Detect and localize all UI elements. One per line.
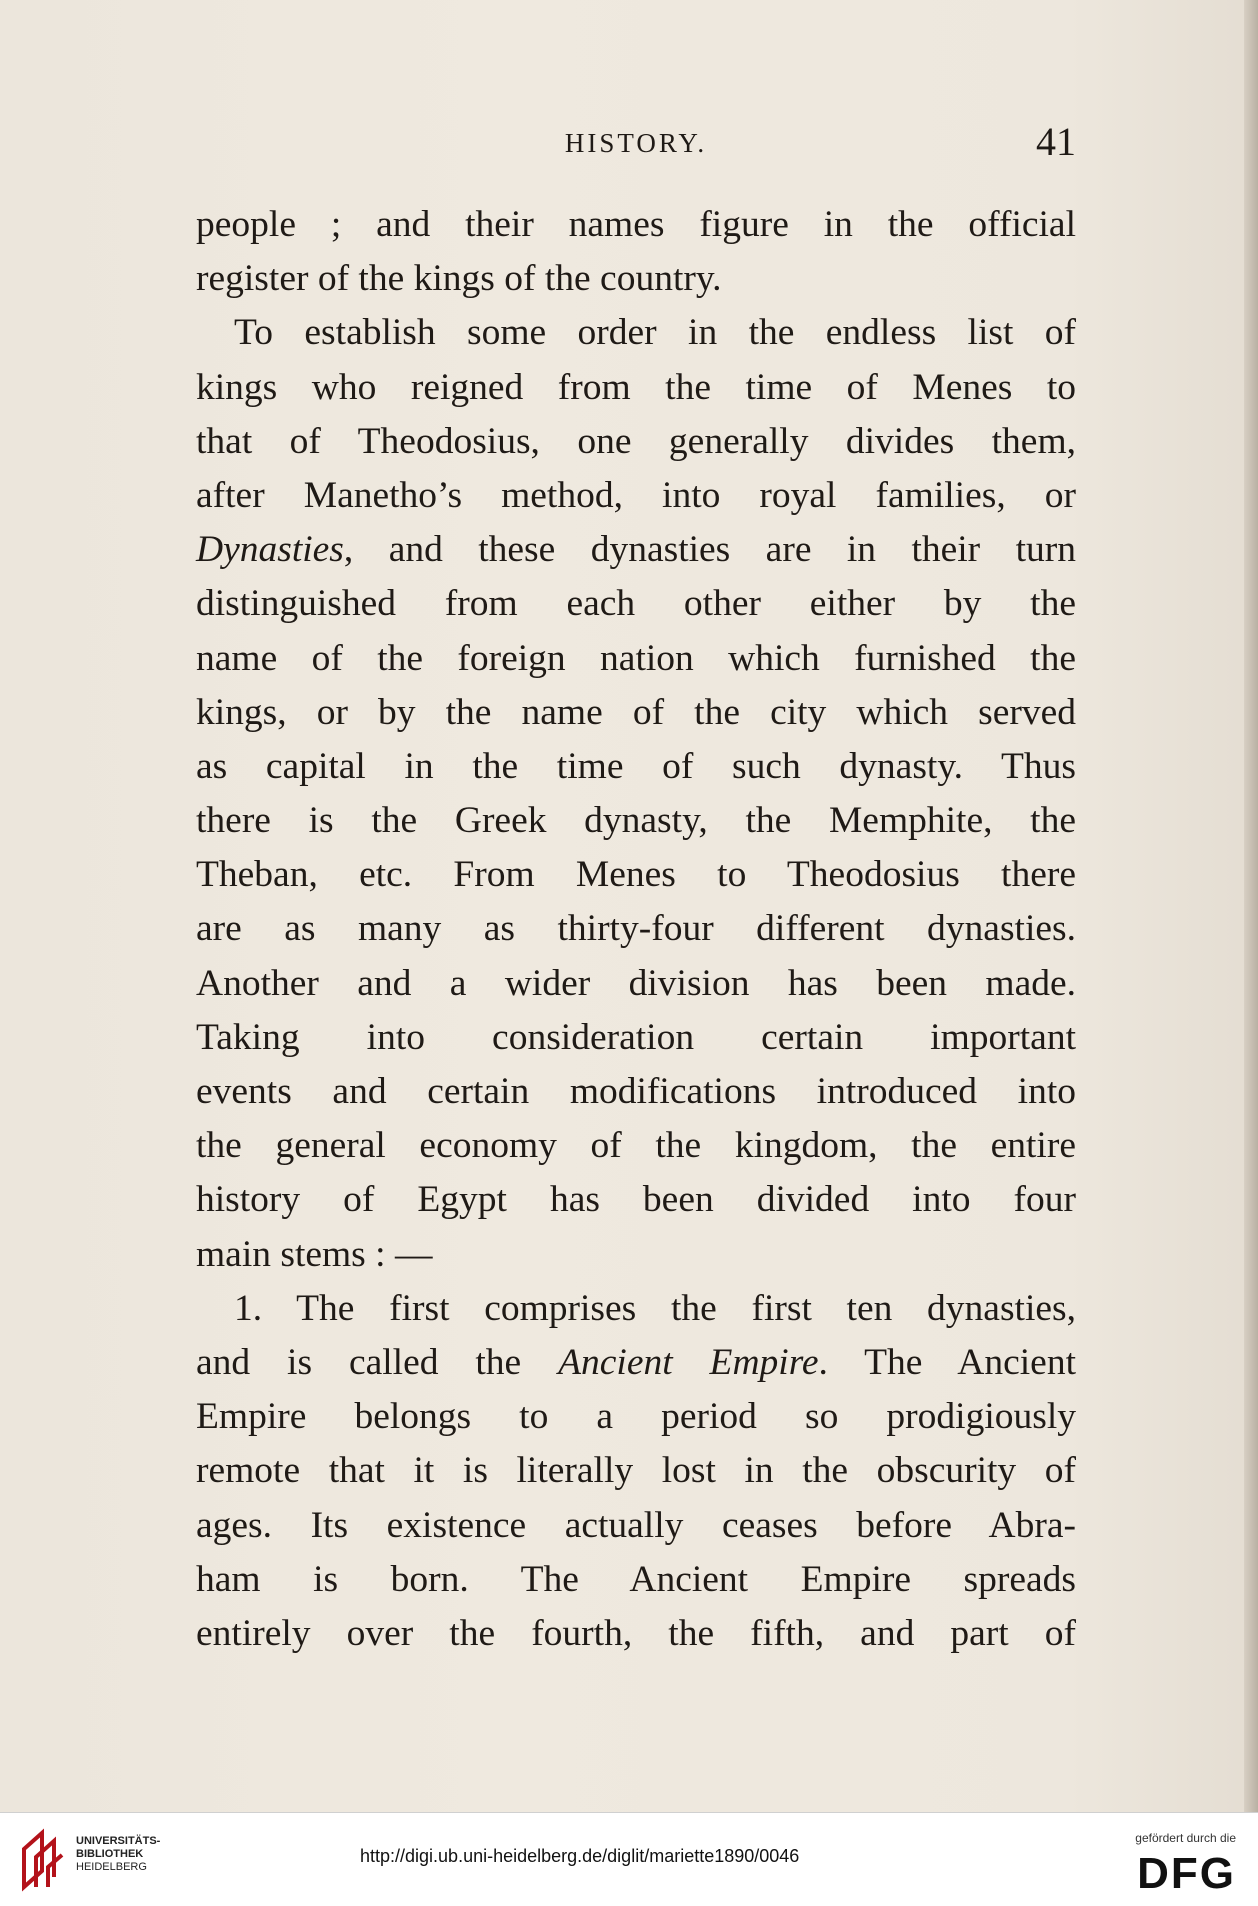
- text-line: [196, 632, 1076, 686]
- text-line: [196, 361, 1076, 415]
- text-run: events and certain modifications introduced into: [196, 1071, 1076, 1112]
- text-run: main stems : —: [196, 1233, 433, 1275]
- body-text: [196, 198, 1076, 1661]
- text-line: [196, 1228, 1076, 1282]
- text-line: [196, 1065, 1076, 1119]
- text-line: [196, 1444, 1076, 1498]
- text-run: entirely over the fourth, the fifth, and part of: [196, 1612, 1076, 1654]
- text-run: Another and a wider division has been made.: [196, 962, 1076, 1004]
- text-run: kings, or by the name of the city which served: [196, 691, 1076, 733]
- text-run: there is the Greek dynasty, the Memphite, the: [196, 800, 1076, 842]
- library-name-line: HEIDELBERG: [76, 1861, 147, 1873]
- text-line: [196, 1173, 1076, 1227]
- text-run: after Manetho’s method, into royal families, or: [196, 474, 1076, 516]
- text-run: Empire belongs to a period so prodigiously: [196, 1396, 1076, 1438]
- text-line: [196, 469, 1076, 523]
- text-line: [196, 1390, 1076, 1444]
- text-line: [196, 1553, 1076, 1607]
- text-run: To establish some order in the endless list of: [234, 312, 1076, 354]
- library-name-line: UNIVERSITÄTS-: [76, 1835, 161, 1847]
- library-name-line: BIBLIOTHEK: [76, 1848, 144, 1860]
- text-line: [196, 577, 1076, 631]
- text-run: Theban, etc. From Menes to Theodosius there: [196, 854, 1076, 896]
- text-line: [196, 1607, 1076, 1661]
- text-run: ham is born. The Ancient Empire spreads: [196, 1558, 1076, 1600]
- text-run: that of Theodosius, one generally divides them,: [196, 420, 1076, 462]
- text-line: [196, 1119, 1076, 1173]
- text-run: are as many as thirty-four different dynasties.: [196, 908, 1076, 950]
- text-run: the general economy of the kingdom, the entire: [196, 1125, 1076, 1167]
- running-title: HISTORY.: [564, 128, 708, 158]
- text-line: [196, 1011, 1076, 1065]
- funded-by-label: gefördert durch die: [1135, 1831, 1236, 1845]
- text-run: . The Ancient: [818, 1341, 1076, 1383]
- text-run: 1. The first comprises the first ten dynasties,: [234, 1287, 1076, 1329]
- text-line: [196, 252, 1076, 306]
- library-name: [76, 1835, 160, 1874]
- text-run: ages. Its existence actually ceases before Abra-: [196, 1504, 1076, 1546]
- library-logo-icon: [18, 1827, 68, 1893]
- text-run: name of the foreign nation which furnished the: [196, 637, 1076, 679]
- page-number: 41: [1036, 119, 1076, 164]
- text-line: [196, 1336, 1076, 1390]
- text-line: [196, 740, 1076, 794]
- text-line: [196, 306, 1076, 360]
- text-run: history of Egypt has been divided into four: [196, 1179, 1076, 1221]
- italic-term: Ancient Empire: [558, 1341, 819, 1383]
- text-run: Taking into consideration certain important: [196, 1016, 1076, 1058]
- text-line: [196, 415, 1076, 469]
- text-line: [196, 902, 1076, 956]
- text-line: [196, 1282, 1076, 1336]
- text-run: remote that it is literally lost in the obscurity of: [196, 1450, 1076, 1492]
- text-line: [196, 523, 1076, 577]
- text-line: [196, 794, 1076, 848]
- text-run: kings who reigned from the time of Menes to: [196, 366, 1076, 408]
- text-run: as capital in the time of such dynasty. Thus: [196, 745, 1076, 787]
- footer-bar: [0, 1812, 1258, 1906]
- text-line: [196, 1499, 1076, 1553]
- page-edge: [1244, 0, 1258, 1812]
- text-run: and is called the: [196, 1341, 559, 1383]
- source-url-link[interactable]: http://digi.ub.uni-heidelberg.de/diglit/mariette1890/0046: [360, 1846, 800, 1866]
- text-line: [196, 686, 1076, 740]
- text-run: , and these dynasties are in their turn: [343, 529, 1076, 571]
- italic-term: Dynasties: [196, 529, 344, 571]
- running-head: [196, 118, 1076, 168]
- text-line: [196, 198, 1076, 252]
- text-run: people ; and their names figure in the official: [196, 204, 1076, 245]
- text-line: [196, 848, 1076, 902]
- text-run: register of the kings of the country.: [196, 258, 722, 300]
- text-run: distinguished from each other either by the: [196, 583, 1076, 625]
- dfg-logo: DFG: [1137, 1849, 1236, 1898]
- text-line: [196, 957, 1076, 1011]
